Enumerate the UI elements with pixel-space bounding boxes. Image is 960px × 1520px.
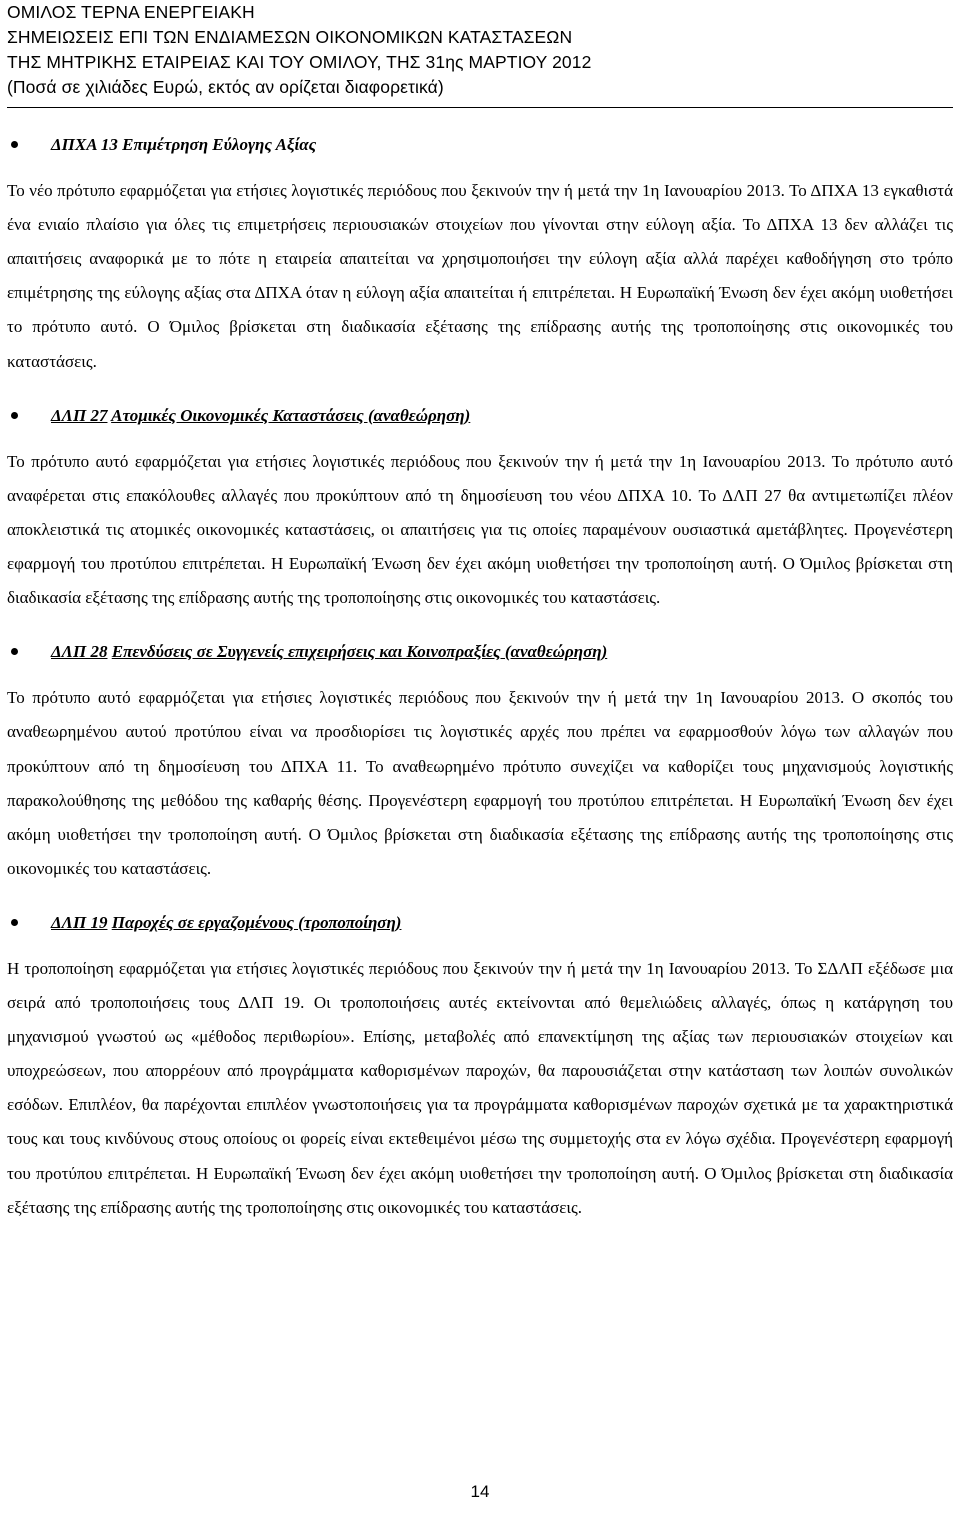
company-name: ΟΜΙΛΟΣ ΤΕΡΝΑ ΕΝΕΡΓΕΙΑΚΗ <box>7 2 255 22</box>
section-heading <box>7 906 953 940</box>
heading-title: Ατομικές Οικονομικές Καταστάσεις (αναθεώρηση) <box>111 405 471 425</box>
spacer <box>7 164 953 174</box>
section-heading <box>7 399 953 433</box>
spacer <box>7 435 953 445</box>
currency-note: (Ποσά σε χιλιάδες Ευρώ, εκτός αν ορίζεται διαφορετικά) <box>7 77 444 97</box>
document-subtitle: ΤΗΣ ΜΗΤΡΙΚΗΣ ΕΤΑΙΡΕΙΑΣ ΚΑΙ ΤΟΥ ΟΜΙΛΟΥ, ΤΗΣ 31ης ΜΑΡΤΙΟΥ 2012 <box>7 52 592 72</box>
heading-code: ΔΛΠ 19 <box>51 912 108 932</box>
spacer <box>7 671 953 681</box>
section-heading <box>7 128 953 162</box>
heading-code: ΔΠΧΑ 13 <box>51 135 118 154</box>
section-heading <box>7 635 953 669</box>
page-header <box>7 0 953 100</box>
heading-title: Επιμέτρηση Εύλογης Αξίας <box>122 135 317 154</box>
section-paragraph: Το νέο πρότυπο εφαρμόζεται για ετήσιες λογιστικές περιόδους που ξεκινούν την ή μετά την 1η Ιανουαρίου 2013. Το ΔΠΧΑ 13 εγκαθιστά ένα ενιαίο πλαίσιο για όλες τις επιμετρήσεις περιουσιακών στοιχείων που γίνονται στην εύλογη αξία. Το ΔΠΧΑ 13 δεν αλλάζει τις απαιτήσεις αναφορικά με το πότε η εταιρεία απαιτείται να χρησιμοποιήσει την εύλογη αξία αλλά παρέχει καθοδήγηση στο τρόπο επιμέτρησης της εύλογης αξίας στα ΔΠΧΑ όταν η εύλογη αξία απαιτείται ή επιτρέπεται. Η Ευρωπαϊκή Ένωση δεν έχει ακόμη υιοθετήσει το πρότυπο αυτό. Ο Όμιλος βρίσκεται στη διαδικασία εξέτασης της επίδρασης αυτής της τροποποίησης στις οικονομικές του καταστάσεις. <box>7 181 953 371</box>
header-divider <box>7 107 953 108</box>
heading-code: ΔΛΠ 28 <box>51 642 108 662</box>
page-number: 14 <box>470 1482 490 1501</box>
section-paragraph: Το πρότυπο αυτό εφαρμόζεται για ετήσιες λογιστικές περιόδους που ξεκινούν την ή μετά την 1η Ιανουαρίου 2013. Ο σκοπός του αναθεωρημένου αυτού προτύπου είναι να προσδιορίσει τις λογιστικές αρχές που πρέπει να εφαρμοσθούν λόγω των αλλαγών που προκύπτουν από τη δημοσίευση του ΔΠΧΑ 11. Το αναθεωρημένο πρότυπο συνεχίζει να καθορίζει τους μηχανισμούς λογιστικής παρακολούθησης της μεθόδου της καθαρής θέσης. Προγενέστερη εφαρμογή του προτύπου επιτρέπεται. Η Ευρωπαϊκή Ένωση δεν έχει ακόμη υιοθετήσει την τροποποίηση αυτή. Ο Όμιλος βρίσκεται στη διαδικασία εξέτασης της επίδρασης αυτής της τροποποίησης στις οικονομικές του καταστάσεις. <box>7 688 953 878</box>
heading-title: Παροχές σε εργαζομένους (τροποποίηση) <box>111 912 402 932</box>
spacer <box>7 942 953 952</box>
document-body <box>7 128 953 1225</box>
heading-title: Επενδύσεις σε Συγγενείς επιχειρήσεις και Κοινοπραξίες (αναθεώρηση) <box>111 642 608 662</box>
section-paragraph: Το πρότυπο αυτό εφαρμόζεται για ετήσιες λογιστικές περιόδους που ξεκινούν την ή μετά την 1η Ιανουαρίου 2013. Το πρότυπο αυτό αναφέρεται στις επακόλουθες αλλαγές που προκύπτουν από τη δημοσίευση του νέου ΔΠΧΑ 10. Το ΔΛΠ 27 θα αντιμετωπίζει πλέον αποκλειστικά τις ατομικές οικονομικές καταστάσεις, οι απαιτήσεις για τις οποίες παραμένουν ουσιαστικά αμετάβλητες. Προγενέστερη εφαρμογή του προτύπου επιτρέπεται. Η Ευρωπαϊκή Ένωση δεν έχει ακόμη υιοθετήσει την τροποποίηση αυτή. Ο Όμιλος βρίσκεται στη διαδικασία εξέτασης της επίδρασης αυτής της τροποποίησης στις οικονομικές του καταστάσεις. <box>7 451 953 608</box>
heading-code: ΔΛΠ 27 <box>51 405 108 425</box>
section-paragraph: Η τροποποίηση εφαρμόζεται για ετήσιες λογιστικές περιόδους που ξεκινούν την ή μετά την 1η Ιανουαρίου 2013. Το ΣΔΛΠ εξέδωσε μια σειρά από τροποποιήσεις τους ΔΛΠ 19. Οι τροποποιήσεις αυτές εκτείνονται από θεμελιώδεις αλλαγές, όπως η κατάργηση του μηχανισμού γνωστού ως «μέθοδος περιθωρίου». Επίσης, μεταβολές από επανεκτίμηση της αξίας των περιουσιακών στοιχείων και υποχρεώσεων, που απορρέουν από προγράμματα καθορισμένων παροχών, θα παρουσιάζεται στην κατάσταση των λοιπών συνολικών εσόδων. Επιπλέον, θα παρέχονται επιπλέον γνωστοποιήσεις για τα προγράμματα καθορισμένων παροχών σχετικά με τα χαρακτηριστικά τους και τους κινδύνους στους οποίους οι φορείς είναι εκτεθειμένοι μέσω της συμμετοχής στα εν λόγω σχέδια. Προγενέστερη εφαρμογή του προτύπου επιτρέπεται. Η Ευρωπαϊκή Ένωση δεν έχει ακόμη υιοθετήσει την τροποποίηση αυτή. Ο Όμιλος βρίσκεται στη διαδικασία εξέτασης της επίδρασης αυτής της τροποποίησης στις οικονομικές του καταστάσεις. <box>7 958 953 1217</box>
document-title: ΣΗΜΕΙΩΣΕΙΣ ΕΠΙ ΤΩΝ ΕΝΔΙΑΜΕΣΩΝ ΟΙΚΟΝΟΜΙΚΩΝ ΚΑΤΑΣΤΑΣΕΩΝ <box>7 27 573 47</box>
